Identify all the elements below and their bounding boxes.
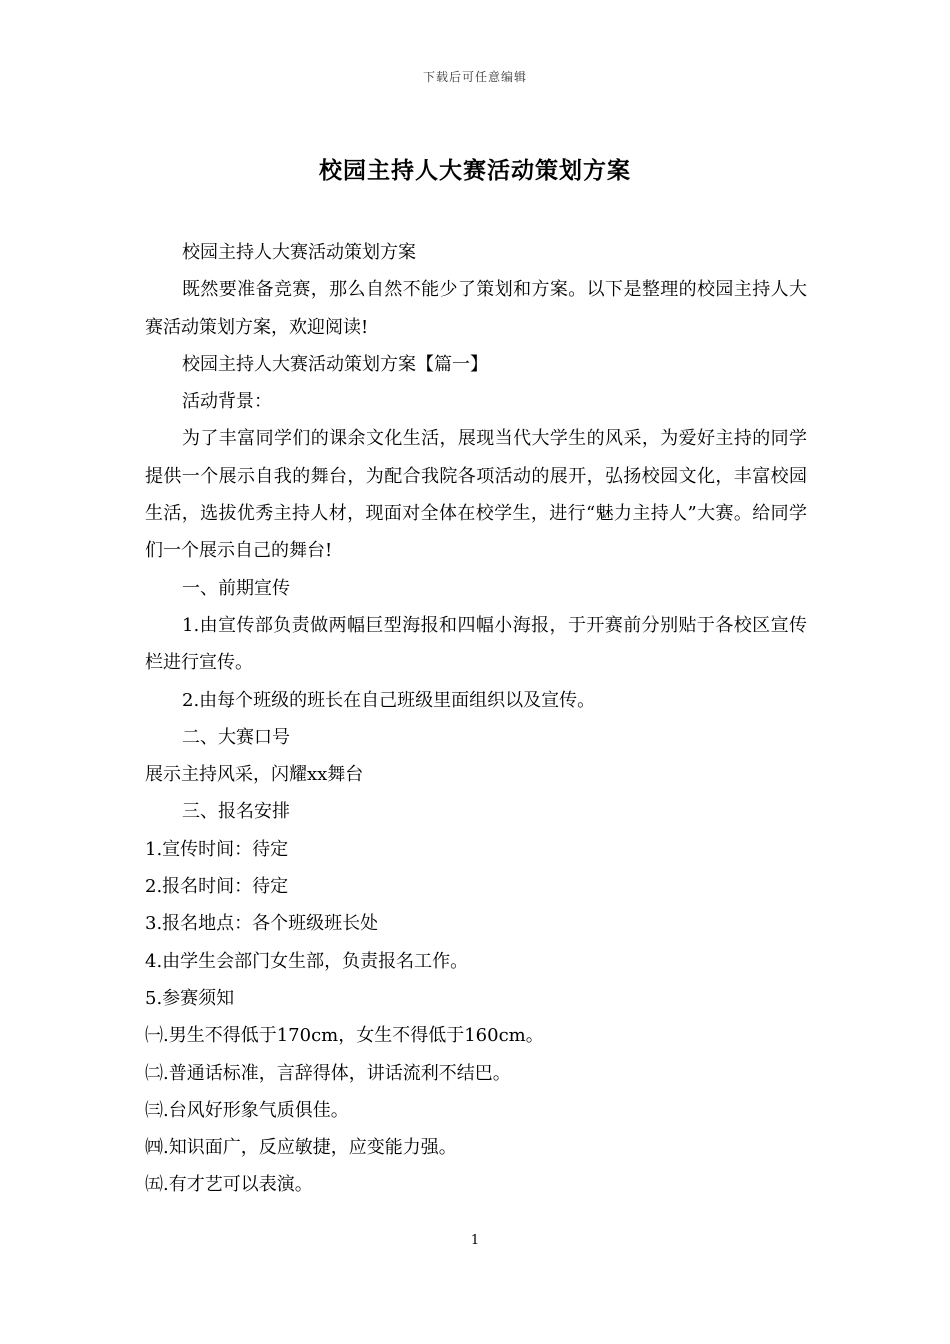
body-paragraph: 既然要准备竞赛，那么自然不能少了策划和方案。以下是整理的校园主持人大赛活动策划方案，欢迎阅读! — [145, 279, 807, 338]
body-paragraph: 2.报名时间：待定 — [145, 876, 289, 898]
body-paragraph: 3.报名地点：各个班级班长处 — [145, 913, 379, 935]
body-paragraph: ㈡.普通话标准，言辞得体，讲话流利不结巴。 — [145, 1062, 511, 1084]
body-paragraph: 1.宣传时间：待定 — [145, 838, 289, 860]
body-paragraph: ㈠.男生不得低于170cm，女生不得低于160cm。 — [145, 1025, 544, 1047]
body-paragraph: 1.由宣传部负责做两幅巨型海报和四幅小海报，于开赛前分别贴于各校区宣传栏进行宣传。 — [145, 614, 807, 674]
body-paragraph: 一、前期宣传 — [182, 577, 290, 599]
body-paragraph: ㈣.知识面广，反应敏捷，应变能力强。 — [145, 1137, 457, 1159]
body-paragraph: 校园主持人大赛活动策划方案 — [182, 242, 416, 263]
body-paragraph: 三、报名安排 — [182, 801, 290, 823]
page-number: 1 — [470, 1233, 480, 1248]
body-paragraph: 展示主持风采，闪耀xx舞台 — [145, 764, 364, 786]
body-paragraph: ㈤.有才艺可以表演。 — [145, 1174, 313, 1196]
document-title: 校园主持人大赛活动策划方案 — [319, 157, 631, 184]
body-paragraph: 5.参赛须知 — [145, 987, 235, 1009]
body-paragraph: 校园主持人大赛活动策划方案【篇一】 — [182, 353, 488, 375]
body-paragraph: 二、大赛口号 — [182, 726, 290, 748]
body-paragraph: 4.由学生会部门女生部，负责报名工作。 — [145, 950, 469, 972]
body-paragraph: 2.由每个班级的班长在自己班级里面组织以及宣传。 — [182, 689, 596, 711]
document-body — [145, 234, 807, 1204]
page-header-note: 下载后可任意编辑 — [422, 70, 527, 84]
body-paragraph: 活动背景： — [182, 391, 272, 413]
body-paragraph: 为了丰富同学们的课余文化生活，展现当代大学生的风采，为爱好主持的同学提供一个展示自我的舞台，为配合我院各项活动的展开，弘扬校园文化，丰富校园生活，选拔优秀主持人材，现面对全体在校学生，进行“魅力主持人”大赛。给同学们一个展示自己的舞台! — [145, 428, 807, 562]
body-paragraph: ㈢.台风好形象气质俱佳。 — [145, 1099, 349, 1121]
